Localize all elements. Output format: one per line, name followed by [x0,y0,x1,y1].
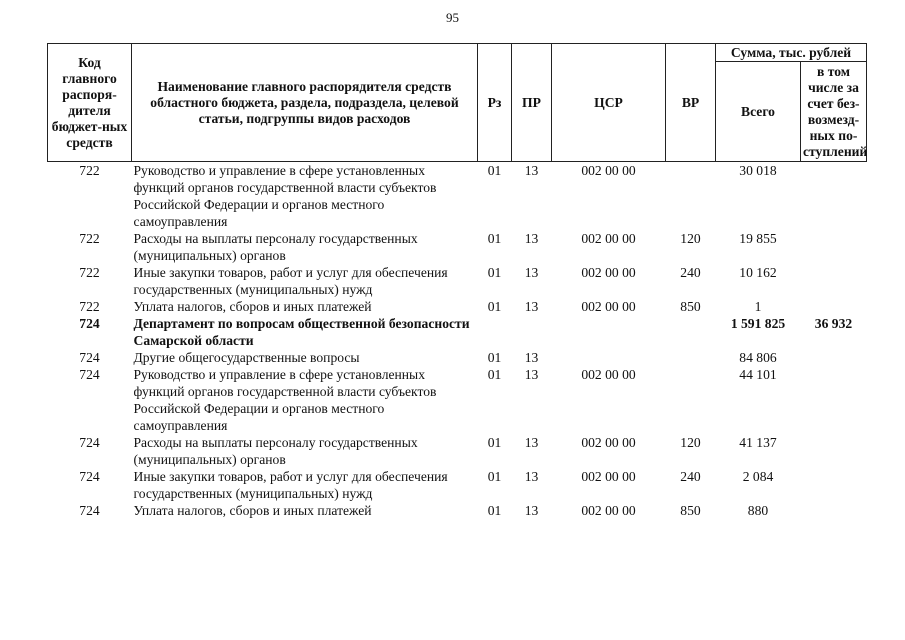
table-row [48,468,867,502]
grants-cell [801,366,867,434]
vr-cell: 120 [680,231,701,246]
rz-cell: 01 [487,350,502,365]
vr-cell [666,366,716,434]
rz-cell: 01 [487,367,502,382]
code-cell: 722 [79,265,100,280]
csr-cell: 002 00 00 [581,265,636,280]
csr-cell: 002 00 00 [581,299,636,314]
header-vr: ВР [666,44,716,162]
grants-cell [801,162,867,231]
grants-cell [801,434,867,468]
vr-cell: 240 [680,265,701,280]
csr-cell: 002 00 00 [581,469,636,484]
code-cell: 722 [79,299,100,314]
pr-cell: 13 [524,350,539,365]
rz-cell: 01 [487,299,502,314]
header-code: Код главного распоря-дителя бюджет-ных средств [48,44,132,162]
header-pr: ПР [512,44,552,162]
rz-cell: 01 [487,231,502,246]
table-row [48,230,867,264]
table-row [48,349,867,366]
total-cell: 84 806 [739,350,777,365]
grants-cell [801,264,867,298]
vr-cell: 850 [680,299,701,314]
code-cell: 724 [79,316,100,331]
vr-cell: 240 [680,469,701,484]
header-total: Всего [716,62,801,162]
pr-cell: 13 [524,299,539,314]
rz-cell: 01 [487,469,502,484]
header-grants: в том числе за счет без-возмезд-ных по-ступлений [801,62,867,162]
grants-cell [801,502,867,519]
pr-cell: 13 [524,435,539,450]
code-cell: 722 [79,163,100,178]
grants-cell [801,349,867,366]
budget-table [47,43,867,519]
total-cell: 30 018 [739,163,777,178]
table-row [48,502,867,519]
table-row [48,366,867,434]
table-body [48,162,867,520]
code-cell: 724 [79,503,100,518]
pr-cell: 13 [524,367,539,382]
code-cell: 724 [79,435,100,450]
page-number: 95 [446,10,459,25]
pr-cell: 13 [524,469,539,484]
vr-cell [666,349,716,366]
vr-cell [666,315,716,349]
rz-cell: 01 [487,163,502,178]
grants-cell [801,468,867,502]
rz-cell: 01 [487,435,502,450]
total-cell: 10 162 [739,265,777,280]
rz-cell: 01 [487,503,502,518]
table-row [48,315,867,349]
pr-cell: 13 [524,265,539,280]
pr-cell [512,315,552,349]
vr-cell [666,162,716,231]
csr-cell [552,315,666,349]
name-cell: Расходы на выплаты персоналу государственных (муниципальных) органов [133,231,418,263]
total-cell: 880 [747,503,769,518]
pr-cell: 13 [524,163,539,178]
grants-cell [801,230,867,264]
budget-document [47,43,866,519]
total-cell: 44 101 [739,367,777,382]
code-cell: 722 [79,231,100,246]
rz-cell: 01 [487,265,502,280]
header-sum-group: Сумма, тыс. рублей [716,44,867,62]
pr-cell: 13 [524,503,539,518]
pr-cell: 13 [524,231,539,246]
csr-cell: 002 00 00 [581,503,636,518]
total-cell: 41 137 [739,435,777,450]
name-cell: Расходы на выплаты персоналу государственных (муниципальных) органов [133,435,418,467]
vr-cell: 850 [680,503,701,518]
name-cell: Руководство и управление в сфере установленных функций органов государственной власти субъектов Российской Федерации и органов местного самоуправления [133,163,437,229]
total-cell: 2 084 [742,469,774,484]
table-row [48,162,867,231]
table-header [48,44,867,162]
header-rz: Рз [478,44,512,162]
code-cell: 724 [79,350,100,365]
csr-cell: 002 00 00 [581,367,636,382]
name-cell: Уплата налогов, сборов и иных платежей [133,299,372,314]
csr-cell: 002 00 00 [581,435,636,450]
csr-cell: 002 00 00 [581,163,636,178]
header-csr: ЦСР [552,44,666,162]
name-cell: Другие общегосударственные вопросы [133,350,360,365]
vr-cell: 120 [680,435,701,450]
csr-cell [552,349,666,366]
table-row [48,434,867,468]
name-cell: Иные закупки товаров, работ и услуг для обеспечения государственных (муниципальных) нужд [133,469,448,501]
name-cell: Руководство и управление в сфере установленных функций органов государственной власти субъектов Российской Федерации и органов местного самоуправления [133,367,437,433]
name-cell: Уплата налогов, сборов и иных платежей [133,503,372,518]
name-cell: Иные закупки товаров, работ и услуг для обеспечения государственных (муниципальных) нужд [133,265,448,297]
code-cell: 724 [79,367,100,382]
total-cell: 19 855 [739,231,777,246]
total-cell: 1 591 825 [730,316,786,331]
rz-cell [478,315,512,349]
table-row [48,264,867,298]
code-cell: 724 [79,469,100,484]
name-cell: Департамент по вопросам общественной безопасности Самарской области [133,316,470,348]
csr-cell: 002 00 00 [581,231,636,246]
header-name: Наименование главного распорядителя средств областного бюджета, раздела, подраздела, целевой статьи, подгруппы видов расходов [132,44,478,162]
table-row [48,298,867,315]
grants-cell [801,298,867,315]
total-cell: 1 [754,299,762,314]
grants-cell: 36 932 [814,316,853,331]
